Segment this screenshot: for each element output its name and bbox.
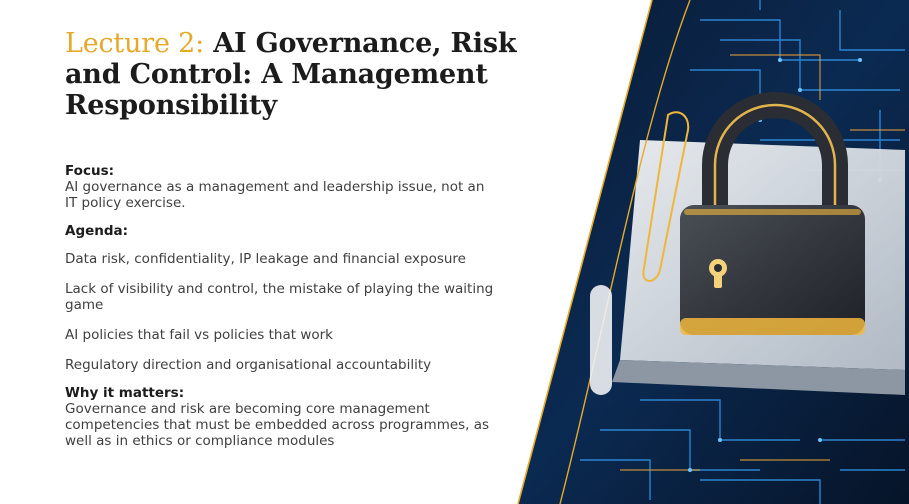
agenda-list (65, 251, 495, 373)
slide-content (65, 163, 495, 449)
agenda-item: Regulatory direction and organisational accountability (65, 357, 432, 373)
focus-text: AI governance as a management and leadership issue, not an IT policy exercise. (65, 179, 485, 211)
focus-heading: Focus: (65, 163, 114, 179)
agenda-heading: Agenda: (65, 223, 129, 239)
slide-title (65, 28, 545, 121)
agenda-item: Lack of visibility and control, the mistake of playing the waiting game (65, 281, 494, 313)
why-heading: Why it matters: (65, 385, 185, 401)
agenda-item: Data risk, confidentiality, IP leakage and financial exposure (65, 251, 466, 267)
lecture-title: AI Governance, Risk and Control: A Management Responsibility (65, 28, 517, 121)
agenda-item: AI policies that fail vs policies that work (65, 327, 333, 343)
why-text: Governance and risk are becoming core management competencies that must be embedded across programmes, as well as in ethics or compliance modules (65, 401, 490, 449)
lecture-number: Lecture 2: (65, 28, 205, 59)
